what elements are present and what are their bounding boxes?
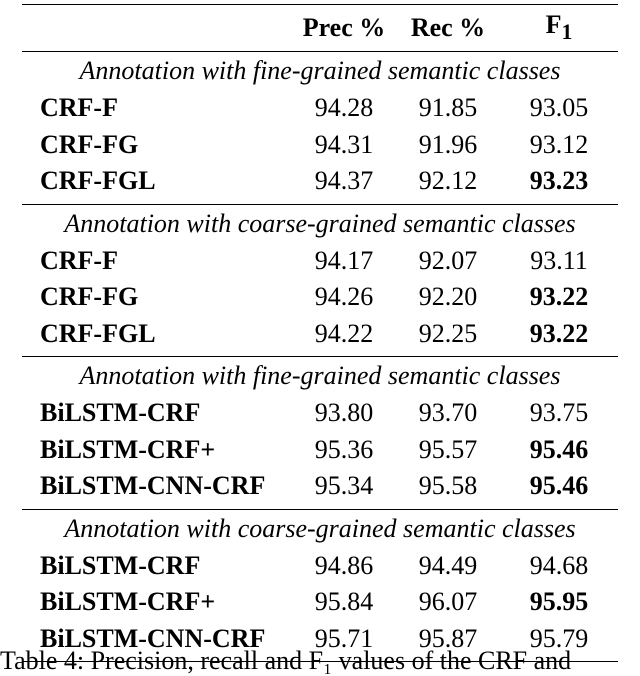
rec-cell: 92.25 xyxy=(418,318,478,348)
rec-cell: 94.49 xyxy=(418,550,478,580)
table-row xyxy=(22,279,618,316)
table-row xyxy=(22,468,618,509)
method-cell: CRF-FGL xyxy=(40,318,156,348)
f1-cell: 95.79 xyxy=(529,623,589,653)
results-table xyxy=(22,4,618,662)
method-cell: CRF-FG xyxy=(40,282,139,312)
method-cell: CRF-FGL xyxy=(40,166,156,196)
prec-cell: 95.34 xyxy=(314,471,374,501)
f1-cell: 93.11 xyxy=(530,245,588,275)
rec-cell: 92.07 xyxy=(418,245,478,275)
rec-cell: 96.07 xyxy=(418,587,478,617)
prec-cell: 93.80 xyxy=(314,398,374,428)
rec-cell: 93.70 xyxy=(418,398,478,428)
f1-cell: 93.75 xyxy=(529,398,589,428)
table-row xyxy=(22,243,618,280)
table-caption: Table 4: Precision, recall and F₁ values of the CRF and xyxy=(0,646,572,675)
section-title: Annotation with coarse-grained semantic classes xyxy=(64,513,576,543)
header-rec: Rec % xyxy=(410,13,486,42)
f1-cell: 93.23 xyxy=(529,166,589,196)
table-row xyxy=(22,90,618,127)
header-f1 xyxy=(500,12,618,44)
prec-cell: 94.22 xyxy=(314,318,374,348)
rec-cell: 95.87 xyxy=(418,623,478,653)
rec-cell: 91.96 xyxy=(418,129,478,159)
header-prec: Prec % xyxy=(302,13,386,42)
header-f1-label: F xyxy=(545,10,562,40)
f1-cell: 95.95 xyxy=(529,587,589,617)
method-cell: BiLSTM-CNN-CRF xyxy=(40,471,266,501)
f1-cell: 93.05 xyxy=(529,93,589,123)
rec-cell: 92.12 xyxy=(418,166,478,196)
method-cell: BiLSTM-CRF xyxy=(40,398,201,428)
header-f1-subscript: 1 xyxy=(561,20,573,45)
table-header xyxy=(22,5,618,51)
prec-cell: 94.31 xyxy=(314,129,374,159)
rec-cell: 92.20 xyxy=(418,282,478,312)
section-title: Annotation with fine-grained semantic classes xyxy=(79,56,561,85)
method-cell: CRF-FG xyxy=(40,129,139,159)
f1-cell: 95.46 xyxy=(529,471,589,501)
f1-cell: 95.46 xyxy=(529,434,589,464)
prec-cell: 94.28 xyxy=(314,93,374,123)
prec-cell: 94.26 xyxy=(314,282,374,312)
rec-cell: 95.58 xyxy=(418,471,478,501)
f1-cell: 94.68 xyxy=(529,550,589,580)
prec-cell: 94.17 xyxy=(314,245,374,275)
table-row xyxy=(22,127,618,164)
table-row xyxy=(22,395,618,432)
method-cell: BiLSTM-CNN-CRF xyxy=(40,623,266,653)
section-title: Annotation with coarse-grained semantic classes xyxy=(64,208,576,238)
method-cell: BiLSTM-CRF+ xyxy=(40,587,216,617)
prec-cell: 95.36 xyxy=(314,434,374,464)
method-cell: CRF-F xyxy=(40,93,118,123)
method-cell: CRF-F xyxy=(40,245,118,275)
prec-cell: 94.86 xyxy=(314,550,374,580)
table-row xyxy=(22,316,618,357)
prec-cell: 95.84 xyxy=(314,587,374,617)
method-cell: BiLSTM-CRF xyxy=(40,550,201,580)
f1-cell: 93.22 xyxy=(529,282,589,312)
table-row xyxy=(22,548,618,585)
prec-cell: 95.71 xyxy=(314,623,374,653)
rec-cell: 91.85 xyxy=(418,93,478,123)
table-row xyxy=(22,163,618,204)
table-row xyxy=(22,432,618,469)
f1-cell: 93.22 xyxy=(529,318,589,348)
prec-cell: 94.37 xyxy=(314,166,374,196)
method-cell: BiLSTM-CRF+ xyxy=(40,434,216,464)
table-row xyxy=(22,584,618,621)
rec-cell: 95.57 xyxy=(418,434,478,464)
f1-cell: 93.12 xyxy=(529,129,589,159)
section-title: Annotation with fine-grained semantic classes xyxy=(79,361,561,390)
table-body xyxy=(22,52,618,662)
